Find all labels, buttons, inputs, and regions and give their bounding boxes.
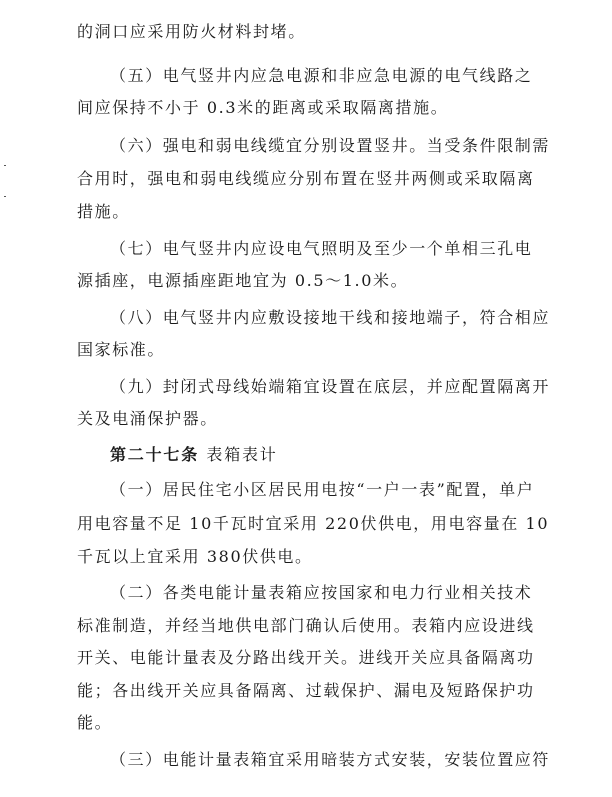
paragraph-line: 源插座，电源插座距地宜为 0.5～1.0米。 xyxy=(77,271,409,290)
paragraph-line: 间应保持不小于 0.3米的距离或采取隔离措施。 xyxy=(77,98,449,117)
paragraph-line: 开关、电能计量表及分路出线开关。进线开关应具备隔离功 xyxy=(77,648,535,667)
paragraph-line: 能；各出线开关应具备隔离、过载保护、漏电及短路保护功 xyxy=(77,681,535,700)
paragraph-line: 合用时，强电和弱电线缆应分别布置在竖井两侧或采取隔离 xyxy=(77,169,535,188)
paragraph-line: 千瓦以上宜采用 380伏供电。 xyxy=(77,547,313,566)
paragraph-line: （五）电气竖井内应急电源和非应急电源的电气线路之 xyxy=(110,66,533,85)
paragraph-line: 用电容量不足 10千瓦时宜采用 220伏供电，用电容量在 10 xyxy=(77,514,550,533)
paragraph-line: （二）各类电能计量表箱应按国家和电力行业相关技术 xyxy=(110,583,533,602)
paragraph-line: （三）电能计量表箱宜采用暗装方式安装，安装位置应符 xyxy=(110,750,551,769)
paragraph-line: （七）电气竖井内应设电气照明及至少一个单相三孔电 xyxy=(110,239,533,258)
paragraph-line: （一）居民住宅小区居民用电按“一户一表”配置，单户 xyxy=(110,480,535,499)
paragraph-line: 能。 xyxy=(77,713,113,732)
paragraph-line: 国家标准。 xyxy=(77,340,166,359)
paragraph-line: （六）强电和弱电线缆宜分别设置竖井。当受条件限制需 xyxy=(110,136,551,155)
article-title: 表箱表计 xyxy=(206,445,278,464)
paragraph-line: 措施。 xyxy=(77,202,130,221)
scan-mark xyxy=(4,196,6,197)
paragraph-line: 的洞口应采用防火材料封堵。 xyxy=(77,22,306,41)
paragraph-line: 标准制造，并经当地供电部门确认后使用。表箱内应设进线 xyxy=(77,616,535,635)
paragraph-line: 关及电涌保护器。 xyxy=(77,409,218,428)
paragraph-line: （八）电气竖井内应敷设接地干线和接地端子，符合相应 xyxy=(110,308,551,327)
article-number: 第二十七条 xyxy=(110,445,200,464)
scan-mark xyxy=(4,165,6,166)
article-heading xyxy=(110,445,278,465)
paragraph-line: （九）封闭式母线始端箱宜设置在底层，并应配置隔离开 xyxy=(110,377,551,396)
